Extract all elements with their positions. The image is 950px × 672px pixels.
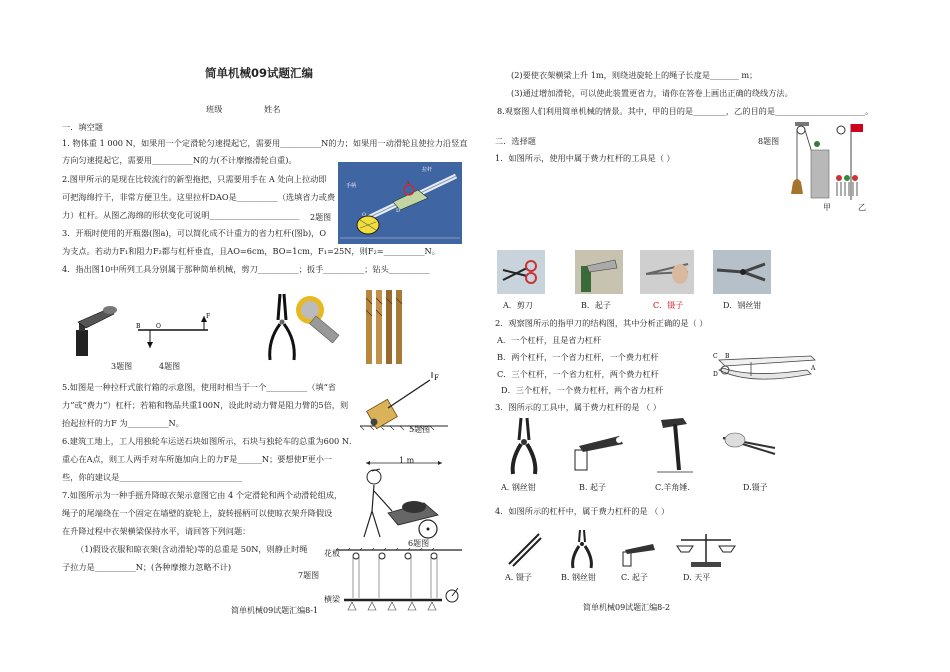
right-footer: 简单机械09试题汇编8-2 (583, 603, 671, 612)
wrench-figure (292, 292, 352, 352)
svg-text:F: F (206, 313, 211, 320)
c1-option-a-label: A．剪刀 (503, 301, 533, 310)
c4-question: 4．如图所示的杠杆中，属于费力杠杆的是 （ ） (495, 506, 670, 516)
c3-option-b-image (571, 430, 627, 472)
c4-option-c-image (619, 540, 659, 568)
q5-line1: 5.如图是一种拉杆式旅行箱的示意图，使用时相当于一个__________（填“省 (62, 382, 336, 392)
q7-part2: (2)要使衣架横梁上升 1m，则绕进旋轮上的绳子长度是_______ m； (511, 70, 758, 80)
q6-line3: 些，你的建议是______________________________ (62, 472, 243, 482)
q5-line2: 力”或“费力”）杠杆；若箱和物品共重100N，设此时动力臂是阻力臂的5倍，则 (62, 400, 349, 410)
q5-line3: 抬起拉杆的力F 为__________N。 (62, 418, 184, 428)
q7-line3: 在升降过程中衣架横梁保持水平，请回答下列问题： (62, 526, 251, 536)
q7-line1: 7.如图所示为一种手摇升降晾衣架示意图它由 4 个定滑轮和两个动滑轮组成， (62, 490, 343, 500)
section-choice: 二．选择题 (495, 136, 536, 146)
section-fill-blank: 一．填空题 (62, 122, 103, 132)
class-name-line: 班级 姓名 (206, 104, 281, 114)
c1-option-c-image (640, 250, 694, 294)
mop-label-o: O (362, 212, 367, 218)
c3-option-b-label: B. 起子 (579, 483, 606, 492)
q8-line: 8.观察图人们利用简单机械的情景。其中，甲的目的是________，乙的目的是______________________。 (497, 106, 874, 116)
mop-label-rod: 拉杆 (422, 167, 433, 173)
mop-figure (338, 162, 462, 244)
c1-question: 1．如图所示，使用中属于费力杠杆的工具是（ ） (495, 153, 675, 163)
clothes-rack-figure (322, 548, 468, 620)
svg-text:B: B (725, 353, 730, 360)
q3-line1: 3．开瓶时使用的开瓶器(图a)，可以简化成不计重力的省力杠杆(图b)，O (62, 228, 327, 238)
c4-option-a-label: A. 镊子 (505, 573, 532, 582)
c1-option-b-image (575, 250, 623, 294)
mop-label-handle: 手柄 (346, 183, 357, 189)
c4-option-d-label: D. 天平 (683, 573, 711, 582)
exam-title: 简单机械09试题汇编 (205, 66, 314, 80)
c2-option-c: C．三个杠杆，一个省力杠杆，两个费力杠杆 (497, 369, 659, 379)
c2-option-a: A．一个杠杆，且是省力杠杆 (497, 335, 602, 345)
c3-option-c-label: C.羊角锤. (655, 483, 690, 492)
c3-option-a-label: A. 钢丝钳 (501, 483, 536, 492)
q2-line1: 2.图甲所示的是现在比较流行的新型拖把，只需要用手在 A 处向上拉动即 (62, 174, 327, 184)
c4-option-b-image (567, 528, 597, 570)
c2-option-d: D．三个杠杆，一个费力杠杆，两个省力杠杆 (501, 385, 664, 395)
q6-figure-caption: 6题图 (408, 539, 430, 548)
q8-figure-caption: 8题图 (758, 137, 780, 146)
c3-option-d-label: D.镊子 (743, 483, 768, 492)
left-footer: 简单机械09试题汇编8-1 (231, 606, 319, 615)
q7-line4: （1)假设衣服和晾衣架(含动滑轮)等的总重是 50N，则静止时绳 (76, 544, 308, 554)
svg-text:A: A (811, 365, 816, 372)
nail-clipper-figure (711, 346, 819, 392)
wheelbarrow-figure (358, 455, 448, 545)
q2-line3: 力）杠杆。从图乙海绵的形状变化可说明______________________ (62, 210, 300, 220)
drill-bits-figure (362, 288, 406, 366)
bottle-opener-figure-b (132, 310, 212, 360)
q3-figure-caption: 3题图 (111, 362, 133, 371)
c1-option-a-image (497, 250, 545, 294)
q6-line2: 重心在A点，则工人两手对车所施加向上的力F是______N；要想使F更小一 (62, 454, 333, 464)
q7-part3: (3)通过增加滑轮，可以使此装置更省力，请你在答卷上画出正确的绕线方法。 (511, 88, 793, 98)
svg-text:O: O (156, 323, 161, 330)
q4-figure-caption: 4题图 (159, 362, 181, 371)
c3-option-c-image (653, 414, 697, 474)
svg-text:F: F (434, 374, 439, 382)
svg-text:B: B (136, 323, 141, 330)
bottle-opener-figure-a (70, 300, 120, 360)
c3-option-d-image (721, 426, 779, 466)
c1-option-d-image (713, 250, 771, 294)
q7-line5: 子拉力是__________N；(各种摩擦力忽略不计) (62, 562, 232, 572)
q3-line2: 为支点。若动力F₁和阻力F₂都与杠杆垂直，且AO=6cm，BO=1cm，F₁=25N，则F₂=__________N。 (62, 246, 440, 256)
q1-line1: 1. 物体重 1 000 N，如果用一个定滑轮匀速提起它，需要用__________N的力；如果用一动滑轮且使拉力沿竖直 (62, 138, 468, 148)
svg-text:C: C (713, 353, 718, 360)
q8-label-jia: 甲 (823, 203, 831, 212)
c1-option-d-label: D．钢丝钳 (723, 301, 762, 310)
mop-label-d: D (396, 208, 401, 214)
q8-label-yi: 乙 (858, 203, 866, 212)
c4-option-d-image (675, 524, 737, 568)
c3-question: 3．图所示的工具中，属于费力杠杆的是 （ ） (495, 402, 661, 412)
q7-beam-label: 横梁 (324, 595, 340, 604)
q2-line2: 可把海绵拧干，非常方便卫生。这里拉杆DAO是__________（选填省力或费 (62, 192, 336, 202)
mop-label-a: A (406, 180, 410, 186)
q7-figure-caption: 7题图 (298, 571, 320, 580)
c4-option-a-image (505, 530, 545, 568)
c1-option-b-label: B．起子 (581, 301, 611, 310)
q7-ceiling-label: 花板 (324, 549, 340, 558)
c1-option-c-label: C．镊子 (653, 301, 684, 310)
q8-figure (791, 120, 881, 208)
c4-option-c-label: C. 起子 (621, 573, 648, 582)
wheelbarrow-distance-label: 1 m (399, 456, 415, 465)
q7-line2: 绳子的尾端绕在一个固定在墙壁的旋轮上，旋转摇柄可以使晾衣架升降假设 (62, 508, 333, 518)
q5-figure-caption: 5题图 (409, 425, 431, 434)
q2-figure-caption: 2题图 (310, 213, 332, 222)
svg-text:D: D (713, 371, 718, 378)
c2-option-b: B．两个杠杆，一个省力杠杆，一个费力杠杆 (497, 352, 659, 362)
q1-line2: 方向匀速提起它，需要用__________N的力(不计摩擦滑轮自重)。 (62, 155, 297, 165)
right-page (475, 0, 950, 672)
suitcase-figure (360, 372, 448, 430)
c2-question: 2．观察图所示的指甲刀的结构图，其中分析正确的是（ ） (495, 318, 708, 328)
c3-option-a-image (503, 416, 545, 476)
q4-line: 4．指出图10中所列工具分别属于那种简单机械，剪刀__________；扳手__________；钻头__________ (62, 264, 430, 274)
q6-line1: 6.建筑工地上，工人用独轮车运送石块如图所示，石块与独轮车的总重为600 N． (62, 436, 358, 446)
c4-option-b-label: B. 钢丝钳 (561, 573, 596, 582)
